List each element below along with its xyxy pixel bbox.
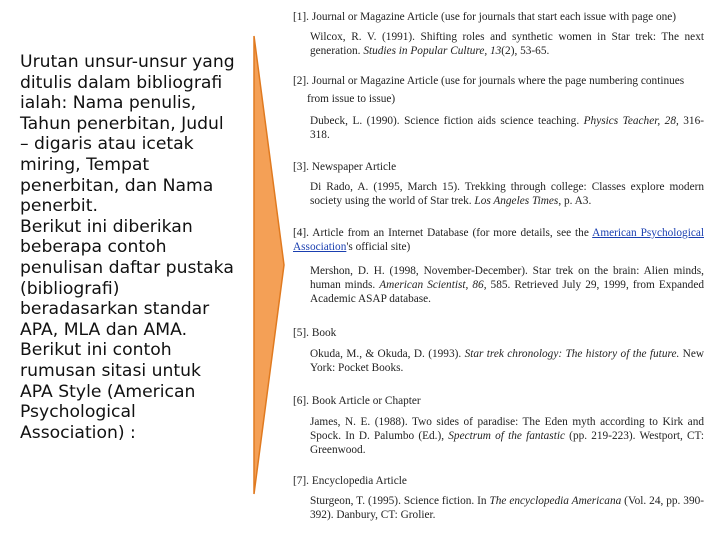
reference-heading-7: [7]. Encyclopedia Article — [293, 475, 407, 487]
reference-entry-6: James, N. E. (1988). Two sides of paradise: The Eden myth according to Kirk and Spock. In D. Palumbo (Ed.), Spectrum of the fantastic (pp. 219-223). Westport, CT: Greenwood. — [310, 416, 704, 456]
reference-heading-5: [5]. Book — [293, 327, 337, 339]
reference-entry-5: Okuda, M., & Okuda, D. (1993). Star trek chronology: The history of the future. New York: Pocket Books. — [310, 348, 705, 374]
reference-entry-1: Wilcox, R. V. (1991). Shifting roles and synthetic women in Star trek: The next generation. Studies in Popular Culture, 13(2), 53-65. — [310, 31, 704, 57]
reference-entry-4: Mershon, D. H. (1998, November-December). Star trek on the brain: Alien minds, human minds. American Scientist, 86, 585. Retrieved July 29, 1999, from Expanded Academic ASAP database. — [310, 265, 704, 305]
reference-heading-3: [3]. Newspaper Article — [293, 161, 397, 173]
reference-heading-2a: [2]. Journal or Magazine Article (use for journals where the page numbering continues — [293, 75, 685, 87]
description-paragraph-1: Urutan unsur-unsur yang ditulis dalam bibliografi ialah: Nama penulis, Tahun penerbitan, Judul – digaris atau icetak miring, Tempat penerbitan, dan Nama penerbit. — [20, 52, 235, 217]
description-paragraph-2: Berikut ini diberikan beberapa contoh penulisan daftar pustaka (bibliografi) beradasarkan standar APA, MLA dan AMA. — [20, 216, 234, 340]
reference-heading-6: [6]. Book Article or Chapter — [293, 395, 421, 407]
right-arrow-icon — [249, 30, 289, 500]
apa-site-link[interactable]: American Psychological Association — [293, 227, 704, 253]
reference-entry-2: Dubeck, L. (1990). Science fiction aids science teaching. Physics Teacher, 28, 316-318. — [310, 115, 704, 141]
reference-entry-7: Sturgeon, T. (1995). Science fiction. In The encyclopedia Americana (Vol. 24, pp. 390-392). Danbury, CT: Grolier. — [310, 495, 704, 521]
description-paragraph-3: Berikut ini contoh rumusan sitasi untuk APA Style (American Psychological Association) : — [20, 340, 202, 443]
reference-heading-4: [4]. Article from an Internet Database (for more details, see the American Psychological Association's official site) — [293, 227, 704, 253]
reference-heading-1: [1]. Journal or Magazine Article (use for journals that start each issue with page one) — [293, 11, 677, 23]
reference-entry-3: Di Rado, A. (1995, March 15). Trekking through college: Classes explore modern society using the world of Star trek. Los Angeles Times, p. A3. — [310, 181, 704, 207]
reference-heading-2b: from issue to issue) — [307, 93, 396, 105]
left-description — [20, 52, 235, 443]
